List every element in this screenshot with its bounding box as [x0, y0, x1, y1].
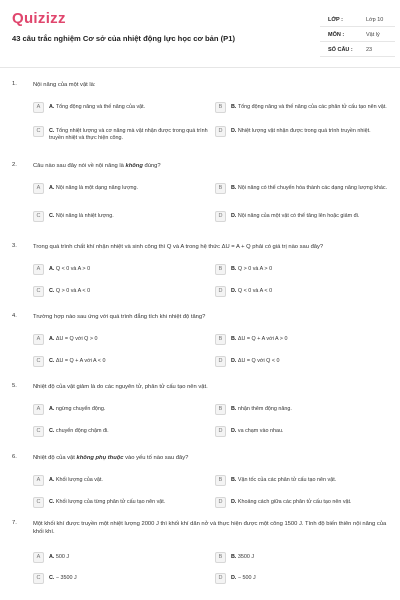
option-letter-badge: B	[215, 404, 226, 415]
meta-row-subject	[320, 27, 395, 42]
question-text: Nhiệt độ của vật không phụ thuộc vào yếu tố nào sau đây?	[33, 455, 189, 461]
option-text: va chạm vào nhau.	[237, 428, 284, 434]
option-letter-badge: A	[33, 475, 44, 486]
option-text: ΔU = Q + A với A < 0	[55, 358, 106, 364]
question-number: 7.	[12, 520, 17, 526]
meta-row-grade	[320, 12, 395, 27]
option-text: Tổng động năng và thế năng của vật.	[55, 104, 146, 110]
option-letter-badge: C	[33, 286, 44, 297]
option-letter-badge: D	[215, 426, 226, 437]
question-text: Nhiệt độ của vật giảm là do các nguyên tử, phân tử cấu tạo nên vật.	[33, 384, 208, 390]
option-text: Nội năng có thể chuyển hóa thành các dạng năng lượng khác.	[237, 185, 388, 191]
question-text: Một khối khí được truyền một nhiệt lượng 2000 J thì khối khí dãn nở và thực hiện được một công 1500 J. Tính độ biến thiên nội năng của khối khí.	[33, 521, 387, 536]
question-number: 1.	[12, 81, 17, 87]
page-title: 43 câu trắc nghiệm Cơ sở của nhiệt động lực học cơ bản (P1)	[12, 34, 235, 43]
option-text: − 500 J	[237, 575, 256, 581]
option-text: nhận thêm động năng.	[237, 406, 292, 412]
option-letter-badge: D	[215, 497, 226, 508]
question-number: 5.	[12, 383, 17, 389]
option-letter-badge: A	[33, 334, 44, 345]
option-text: Nhiệt lượng vật nhận được trong quá trình truyền nhiệt.	[237, 128, 371, 134]
option-letter-badge: D	[215, 286, 226, 297]
option-letter-badge: C	[33, 211, 44, 222]
document-header	[0, 0, 400, 68]
option-text: chuyển động chậm đi.	[55, 428, 109, 434]
option-text: ΔU = Q với Q > 0	[55, 336, 98, 342]
option-letter-badge: C	[33, 497, 44, 508]
option-text: Nội năng là một dạng năng lượng.	[55, 185, 138, 191]
meta-value: Lớp 10	[366, 17, 384, 23]
question-number: 2.	[12, 162, 17, 168]
question-text: Câu nào sau đây nói về nội năng là không đúng?	[33, 163, 161, 169]
option-letter-badge: D	[215, 573, 226, 584]
meta-key: MÔN :	[328, 32, 345, 38]
option-letter-badge: B	[215, 334, 226, 345]
option-letter-badge: B	[215, 183, 226, 194]
option-letter-badge: C	[33, 426, 44, 437]
meta-value: Vật lý	[366, 32, 380, 38]
option-letter-badge: A	[33, 404, 44, 415]
option-letter-badge: A	[33, 264, 44, 275]
option-text: Q < 0 và A > 0	[55, 266, 91, 272]
option-text: Tổng nhiệt lượng và cơ năng mà vật nhận được trong quá trình truyền nhiệt và thực hiện công.	[49, 128, 208, 142]
meta-value: 23	[366, 47, 373, 53]
option-letter-badge: B	[215, 102, 226, 113]
meta-key: SỐ CÂU :	[328, 47, 353, 53]
option-text: Khoảng cách giữa các phân tử cấu tạo nên vật.	[237, 499, 352, 505]
option-text: ΔU = Q với Q < 0	[237, 358, 280, 364]
question-number: 3.	[12, 243, 17, 249]
option-letter-badge: A	[33, 552, 44, 563]
option-text: ngừng chuyển động.	[55, 406, 106, 412]
option-text: − 3500 J	[55, 575, 77, 581]
option-text: Khối lượng của từng phân tử cấu tạo nên vật.	[55, 499, 166, 505]
option-text: Tổng động năng và thế năng của các phân tử cấu tạo nên vật.	[237, 104, 387, 110]
option-letter-badge: B	[215, 475, 226, 486]
option-text: Q < 0 và A < 0	[237, 288, 273, 294]
option-letter-badge: C	[33, 126, 44, 137]
option-letter-badge: B	[215, 552, 226, 563]
option-letter-badge: C	[33, 356, 44, 367]
question-text: Trong quá trình chất khí nhận nhiệt và sinh công thì Q và A trong hệ thức ΔU = A + Q phải có giá trị nào sau đây?	[33, 244, 324, 250]
option-text: Q > 0 và A < 0	[55, 288, 91, 294]
option-letter-badge: C	[33, 573, 44, 584]
option-letter-badge: D	[215, 356, 226, 367]
option-text: 500 J	[55, 554, 70, 560]
meta-row-count	[320, 42, 395, 57]
option-text: Vận tốc của các phân tử cấu tạo nên vật.	[237, 477, 337, 483]
option-letter-badge: B	[215, 264, 226, 275]
question-number: 4.	[12, 313, 17, 319]
option-letter-badge: D	[215, 211, 226, 222]
option-letter-badge: A	[33, 183, 44, 194]
question-text: Nội năng của một vật là:	[33, 82, 96, 88]
option-letter-badge: A	[33, 102, 44, 113]
option-text: Q > 0 và A > 0	[237, 266, 273, 272]
option-text: Khối lượng của vật.	[55, 477, 103, 483]
meta-panel	[320, 12, 395, 57]
option-text: ΔU = Q + A với A > 0	[237, 336, 288, 342]
option-letter-badge: D	[215, 126, 226, 137]
meta-key: LỚP :	[328, 17, 343, 23]
option-text: Nội năng là nhiệt lượng.	[55, 213, 114, 219]
question-text: Trường hợp nào sau ứng với quá trình đẳng tích khi nhiệt độ tăng?	[33, 314, 206, 320]
option-text: Nội năng của một vật có thể tăng lên hoặc giảm đi.	[237, 213, 360, 219]
quizizz-logo: Quizizz	[12, 10, 66, 27]
question-number: 6.	[12, 454, 17, 460]
option-text: 3500 J	[237, 554, 255, 560]
